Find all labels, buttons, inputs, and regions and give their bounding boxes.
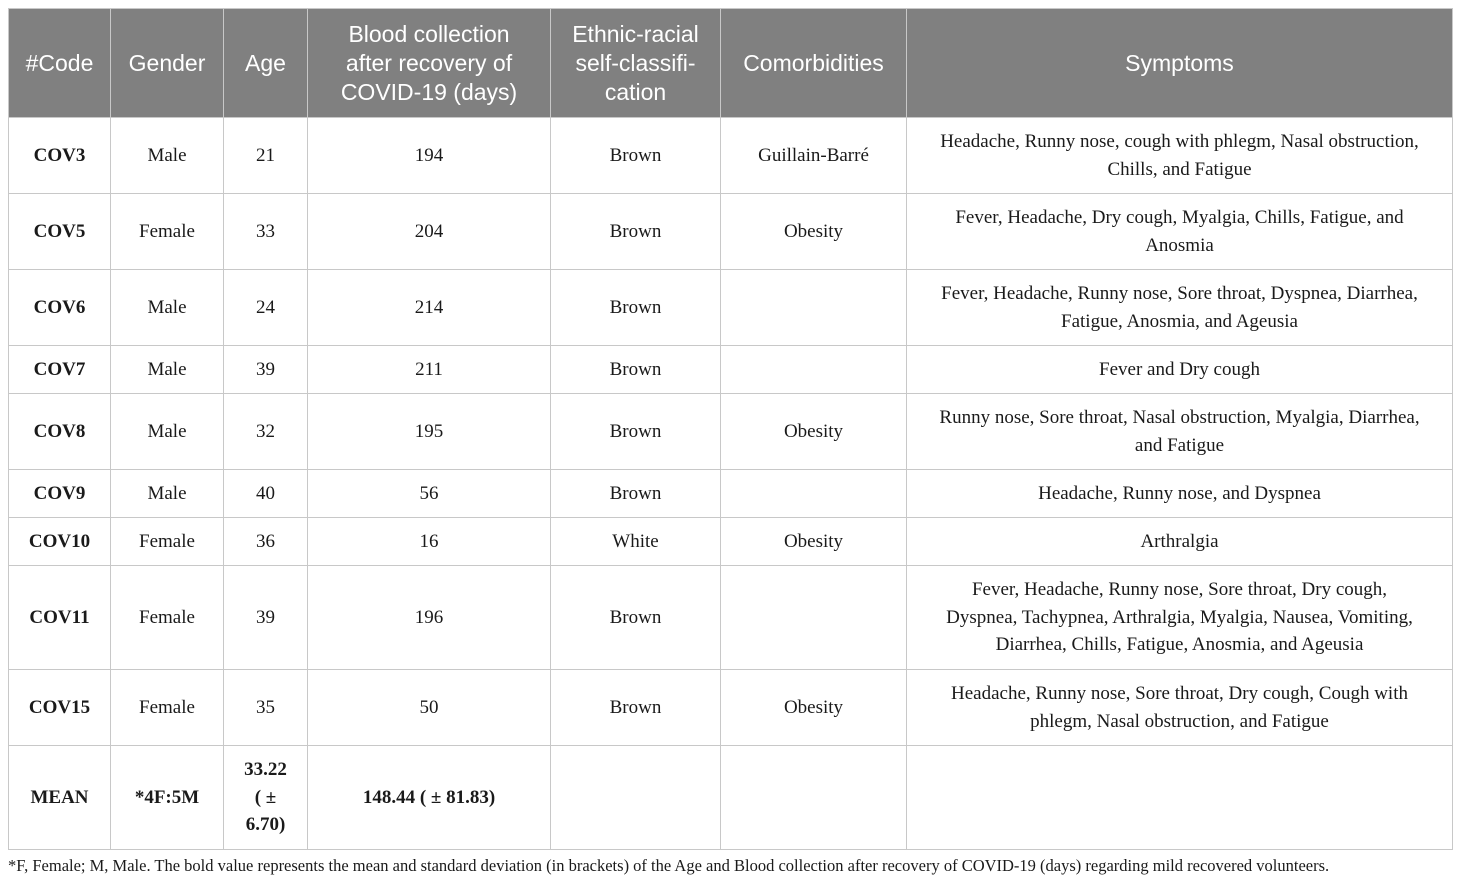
- cell-gender: Female: [111, 194, 224, 270]
- symptoms-line: Fever, Headache, Dry cough, Myalgia, Chills, Fatigue, and: [955, 207, 1404, 228]
- cell-symptoms: [907, 470, 1453, 518]
- mean-gender-ratio: *4F:5M: [111, 746, 224, 850]
- mean-age-line-3: 6.70): [245, 814, 286, 836]
- table-row: [9, 346, 1453, 394]
- cell-code: COV10: [9, 518, 111, 566]
- symptoms-line: Arthralgia: [1140, 530, 1219, 552]
- cell-ethnic: Brown: [551, 470, 721, 518]
- table-footnote: *F, Female; M, Male. The bold value represents the mean and standard deviation (in brackets) of the Age and Blood collection after recovery of COVID-19 (days) regarding mild recovered volunteers.: [8, 856, 1330, 875]
- table-row: [9, 566, 1453, 670]
- header-blood-collection: [308, 9, 551, 118]
- table-row: [9, 470, 1453, 518]
- symptoms-line: Anosmia: [1145, 234, 1214, 256]
- symptoms-line: phlegm, Nasal obstruction, and Fatigue: [1030, 710, 1329, 732]
- cell-days: 16: [308, 518, 551, 566]
- cell-code: COV3: [9, 118, 111, 194]
- mean-ethnic-empty: [551, 746, 721, 850]
- header-symptoms: Symptoms: [907, 9, 1453, 118]
- cell-days: 195: [308, 394, 551, 470]
- cell-ethnic: Brown: [551, 670, 721, 746]
- cell-days: 211: [308, 346, 551, 394]
- cell-comorbidities: Obesity: [721, 194, 907, 270]
- symptoms-line: Headache, Runny nose, cough with phlegm, Nasal obstruction,: [940, 131, 1419, 152]
- cell-ethnic: Brown: [551, 270, 721, 346]
- cell-age: 39: [224, 566, 308, 670]
- cell-age: 33: [224, 194, 308, 270]
- cell-ethnic: White: [551, 518, 721, 566]
- cell-code: COV9: [9, 470, 111, 518]
- cell-symptoms: [907, 670, 1453, 746]
- mean-comorbidities-empty: [721, 746, 907, 850]
- cell-age: 39: [224, 346, 308, 394]
- cell-days: 196: [308, 566, 551, 670]
- cell-symptoms: [907, 118, 1453, 194]
- mean-symptoms-empty: [907, 746, 1453, 850]
- cell-comorbidities: [721, 470, 907, 518]
- header-ethnic-line-2: self-classifi-: [575, 49, 696, 76]
- symptoms-line: Diarrhea, Chills, Fatigue, Anosmia, and Ageusia: [995, 634, 1364, 656]
- cell-symptoms: [907, 346, 1453, 394]
- cell-age: 36: [224, 518, 308, 566]
- table-row: [9, 394, 1453, 470]
- cell-age: 40: [224, 470, 308, 518]
- header-ethnic: [551, 9, 721, 118]
- table-container: [8, 8, 1452, 850]
- header-blood-line-3: COVID-19 (days): [340, 78, 518, 105]
- header-age: Age: [224, 9, 308, 118]
- symptoms-line: Runny nose, Sore throat, Nasal obstruction, Myalgia, Diarrhea,: [939, 407, 1420, 428]
- cell-symptoms: [907, 394, 1453, 470]
- cell-ethnic: Brown: [551, 194, 721, 270]
- symptoms-line: Fever, Headache, Runny nose, Sore throat, Dyspnea, Diarrhea,: [941, 283, 1418, 304]
- cell-code: COV15: [9, 670, 111, 746]
- cell-days: 204: [308, 194, 551, 270]
- mean-label: MEAN: [9, 746, 111, 850]
- header-row: [9, 9, 1453, 118]
- cell-symptoms: [907, 518, 1453, 566]
- header-comorbidities: Comorbidities: [721, 9, 907, 118]
- symptoms-line: and Fatigue: [1134, 434, 1225, 456]
- cell-gender: Male: [111, 270, 224, 346]
- cell-comorbidities: Obesity: [721, 518, 907, 566]
- cell-comorbidities: Guillain-Barré: [721, 118, 907, 194]
- header-gender: Gender: [111, 9, 224, 118]
- cell-comorbidities: [721, 566, 907, 670]
- cell-ethnic: Brown: [551, 346, 721, 394]
- cell-age: 21: [224, 118, 308, 194]
- cell-age: 35: [224, 670, 308, 746]
- cell-gender: Male: [111, 470, 224, 518]
- header-blood-line-2: after recovery of: [345, 49, 513, 76]
- symptoms-line: Fever, Headache, Runny nose, Sore throat, Dry cough,: [971, 579, 1387, 601]
- symptoms-line: Headache, Runny nose, and Dyspnea: [1038, 482, 1321, 504]
- cell-age: 32: [224, 394, 308, 470]
- header-blood-line-1: Blood collection: [348, 20, 510, 47]
- cell-days: 214: [308, 270, 551, 346]
- symptoms-line: Headache, Runny nose, Sore throat, Dry cough, Cough with: [951, 683, 1408, 704]
- cell-age: 24: [224, 270, 308, 346]
- cell-gender: Male: [111, 118, 224, 194]
- cell-code: COV6: [9, 270, 111, 346]
- cell-days: 194: [308, 118, 551, 194]
- cell-ethnic: Brown: [551, 118, 721, 194]
- cell-comorbidities: [721, 270, 907, 346]
- cell-gender: Female: [111, 518, 224, 566]
- cell-code: COV7: [9, 346, 111, 394]
- cell-days: 56: [308, 470, 551, 518]
- cell-symptoms: [907, 270, 1453, 346]
- header-ethnic-line-1: Ethnic-racial: [572, 20, 699, 47]
- mean-age: [224, 746, 308, 850]
- header-code: #Code: [9, 9, 111, 118]
- cell-symptoms: [907, 566, 1453, 670]
- symptoms-line: Dyspnea, Tachypnea, Arthralgia, Myalgia, Nausea, Vomiting,: [946, 606, 1413, 628]
- cell-code: COV5: [9, 194, 111, 270]
- symptoms-line: Fatigue, Anosmia, and Ageusia: [1061, 310, 1298, 332]
- cell-ethnic: Brown: [551, 566, 721, 670]
- symptoms-line: Fever and Dry cough: [1099, 358, 1260, 380]
- table-row: [9, 670, 1453, 746]
- cell-comorbidities: Obesity: [721, 394, 907, 470]
- cell-code: COV8: [9, 394, 111, 470]
- cell-days: 50: [308, 670, 551, 746]
- mean-row: [9, 746, 1453, 850]
- cell-comorbidities: Obesity: [721, 670, 907, 746]
- table-row: [9, 518, 1453, 566]
- cell-symptoms: [907, 194, 1453, 270]
- table-row: [9, 270, 1453, 346]
- cell-gender: Male: [111, 394, 224, 470]
- cell-gender: Female: [111, 566, 224, 670]
- cell-gender: Female: [111, 670, 224, 746]
- data-table: [8, 8, 1453, 850]
- table-row: [9, 194, 1453, 270]
- cell-code: COV11: [9, 566, 111, 670]
- table-row: [9, 118, 1453, 194]
- mean-days: 148.44 ( ± 81.83): [308, 746, 551, 850]
- cell-comorbidities: [721, 346, 907, 394]
- cell-gender: Male: [111, 346, 224, 394]
- cell-ethnic: Brown: [551, 394, 721, 470]
- mean-age-line-1: 33.22: [244, 759, 287, 781]
- header-ethnic-line-3: cation: [604, 78, 667, 105]
- symptoms-line: Chills, and Fatigue: [1107, 158, 1252, 180]
- mean-age-line-2: ( ±: [254, 786, 277, 808]
